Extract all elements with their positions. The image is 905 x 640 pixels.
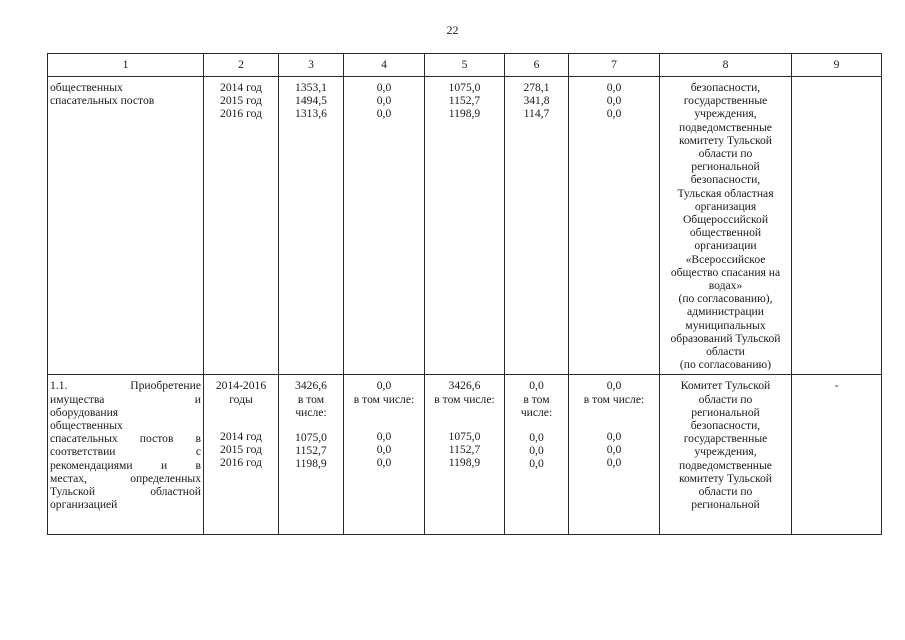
page-number: 22 bbox=[446, 23, 459, 37]
executor-line: Общероссийской bbox=[682, 213, 769, 227]
table-row bbox=[48, 375, 882, 535]
table-row bbox=[48, 77, 882, 375]
amount-value: 1494,5 bbox=[295, 94, 327, 108]
executor-line: Тульская областная bbox=[677, 186, 774, 200]
period-label: 2014-2016 bbox=[215, 379, 267, 393]
executor-line: комитету Тульской bbox=[678, 133, 773, 147]
amount-cell bbox=[569, 375, 660, 535]
header-cell: 9 bbox=[792, 54, 882, 77]
header-cell: 3 bbox=[279, 54, 344, 77]
header-row bbox=[48, 54, 882, 77]
amount-value: 1075,0 bbox=[448, 81, 481, 94]
activity-name-line: спасательных постов в bbox=[50, 432, 201, 446]
amount-cell bbox=[505, 375, 569, 535]
amount-value: 0,0 bbox=[376, 81, 392, 94]
amount-value: 1075,0 bbox=[448, 429, 481, 443]
including-label: числе: bbox=[295, 405, 327, 419]
amount-value: 0,0 bbox=[606, 94, 622, 108]
amount-value: 1313,6 bbox=[295, 107, 327, 121]
note-cell bbox=[792, 375, 882, 535]
year-cell bbox=[204, 375, 279, 535]
amount-value: 0,0 bbox=[529, 457, 544, 471]
amount-cell bbox=[425, 375, 505, 535]
executor-line: региональной bbox=[691, 405, 760, 419]
activity-name-cell bbox=[48, 77, 204, 375]
amount-value: 0,0 bbox=[606, 443, 622, 457]
note-cell bbox=[792, 77, 882, 375]
amount-value: 0,0 bbox=[529, 444, 544, 458]
amount-value: 1152,7 bbox=[448, 94, 481, 108]
activity-name-line: Тульской областной bbox=[50, 485, 201, 499]
year-label: 2015 год bbox=[220, 94, 262, 108]
year-label: 2016 год bbox=[220, 456, 262, 470]
amount-value: 0,0 bbox=[376, 443, 392, 457]
activity-name-line: рекомендациями и в bbox=[50, 458, 201, 472]
executor-line: области по bbox=[698, 147, 753, 161]
total-cell bbox=[279, 375, 344, 535]
amount-value: 1075,0 bbox=[295, 431, 327, 445]
amount-total: 0,0 bbox=[606, 379, 622, 393]
executor-line: региональной bbox=[691, 498, 760, 512]
activity-name-cell bbox=[48, 375, 204, 535]
executor-line: общественной bbox=[689, 226, 762, 240]
year-label: 2014 год bbox=[220, 429, 262, 443]
executor-line: водах» bbox=[708, 279, 743, 293]
executor-line: Комитет Тульской bbox=[680, 379, 771, 393]
header-cell: 7 bbox=[569, 54, 660, 77]
amount-total: 3426,6 bbox=[295, 379, 327, 393]
including-label: в том числе: bbox=[434, 392, 495, 406]
amount-value: 1198,9 bbox=[448, 107, 481, 121]
year-label: 2016 год bbox=[220, 107, 262, 121]
amount-total: 3426,6 bbox=[448, 379, 481, 393]
program-table bbox=[47, 53, 882, 535]
period-label: годы bbox=[229, 392, 253, 406]
header-cell: 8 bbox=[660, 54, 792, 77]
amount-value: 1198,9 bbox=[448, 456, 481, 470]
amount-cell bbox=[344, 77, 425, 375]
executor-line: учреждения, bbox=[694, 445, 757, 459]
including-label: в том bbox=[297, 392, 325, 406]
including-label: в том bbox=[523, 392, 550, 406]
header-cell: 4 bbox=[344, 54, 425, 77]
executor-line: государственные bbox=[683, 94, 768, 108]
header-cell: 2 bbox=[204, 54, 279, 77]
executor-line: (по согласованию), bbox=[678, 292, 773, 306]
amount-cell bbox=[569, 77, 660, 375]
executor-line: подведомственные bbox=[679, 120, 772, 134]
including-label: числе: bbox=[520, 405, 553, 419]
activity-name-line: организацией bbox=[50, 498, 118, 512]
header-cell: 1 bbox=[48, 54, 204, 77]
amount-cell bbox=[505, 77, 569, 375]
executor-line: (по согласованию) bbox=[679, 358, 772, 372]
executor-line: области по bbox=[698, 392, 753, 406]
amount-value: 1152,7 bbox=[295, 444, 327, 458]
amount-value: 114,7 bbox=[523, 107, 550, 121]
executor-line: безопасности, bbox=[690, 81, 761, 94]
year-label: 2015 год bbox=[220, 443, 262, 457]
activity-name-line: общественных bbox=[50, 419, 123, 433]
amount-value: 1198,9 bbox=[295, 457, 327, 471]
note-value: - bbox=[834, 379, 839, 393]
including-label: в том числе: bbox=[583, 392, 645, 406]
total-cell bbox=[279, 77, 344, 375]
activity-name-line: местах, определенных bbox=[50, 471, 201, 485]
amount-value: 278,1 bbox=[523, 81, 550, 94]
header-cell: 6 bbox=[505, 54, 569, 77]
executor-line: организация bbox=[694, 199, 757, 213]
executors-cell bbox=[660, 77, 792, 375]
activity-name-line: спасательных постов bbox=[50, 94, 155, 108]
amount-value: 0,0 bbox=[606, 429, 622, 443]
year-label: 2014 год bbox=[220, 81, 262, 94]
activity-name-line: общественных bbox=[50, 81, 123, 94]
executor-line: образований Тульской bbox=[670, 331, 781, 345]
executor-line: комитету Тульской bbox=[678, 471, 773, 485]
activity-name-line: имущества и bbox=[50, 392, 201, 406]
executor-line: «Всероссийское bbox=[685, 252, 766, 266]
amount-value: 1152,7 bbox=[448, 443, 481, 457]
amount-value: 0,0 bbox=[606, 107, 622, 121]
amount-cell bbox=[425, 77, 505, 375]
header-cell: 5 bbox=[425, 54, 505, 77]
executors-cell bbox=[660, 375, 792, 535]
executor-line: государственные bbox=[683, 432, 768, 446]
executor-line: области bbox=[706, 345, 745, 359]
note-value bbox=[792, 77, 881, 84]
amount-total: 0,0 bbox=[376, 379, 392, 393]
amount-value: 0,0 bbox=[606, 456, 622, 470]
amount-value: 1353,1 bbox=[295, 81, 327, 94]
executor-line: общество спасания на bbox=[670, 265, 781, 279]
amount-total: 0,0 bbox=[529, 379, 544, 393]
amount-cell bbox=[344, 375, 425, 535]
year-cell bbox=[204, 77, 279, 375]
executor-line: области по bbox=[698, 485, 753, 499]
including-label: в том числе: bbox=[353, 392, 415, 406]
activity-name-line: 1.1. Приобретение bbox=[50, 379, 201, 393]
executor-line: безопасности, bbox=[690, 419, 761, 433]
amount-value: 0,0 bbox=[529, 431, 544, 445]
executor-line: администрации bbox=[687, 305, 764, 319]
amount-value: 0,0 bbox=[376, 94, 392, 108]
amount-value: 0,0 bbox=[376, 456, 392, 470]
amount-value: 0,0 bbox=[376, 429, 392, 443]
executor-line: организации bbox=[694, 239, 757, 253]
amount-value: 341,8 bbox=[523, 94, 550, 108]
activity-name-line: соответствии с bbox=[50, 445, 201, 459]
executor-line: подведомственные bbox=[679, 458, 772, 472]
activity-name-line: оборудования bbox=[50, 405, 119, 419]
executor-line: безопасности, bbox=[690, 173, 761, 187]
executor-line: региональной bbox=[691, 160, 760, 174]
executor-line: муниципальных bbox=[685, 318, 766, 332]
executor-line: учреждения, bbox=[694, 107, 757, 121]
amount-value: 0,0 bbox=[376, 107, 392, 121]
amount-value: 0,0 bbox=[606, 81, 622, 94]
